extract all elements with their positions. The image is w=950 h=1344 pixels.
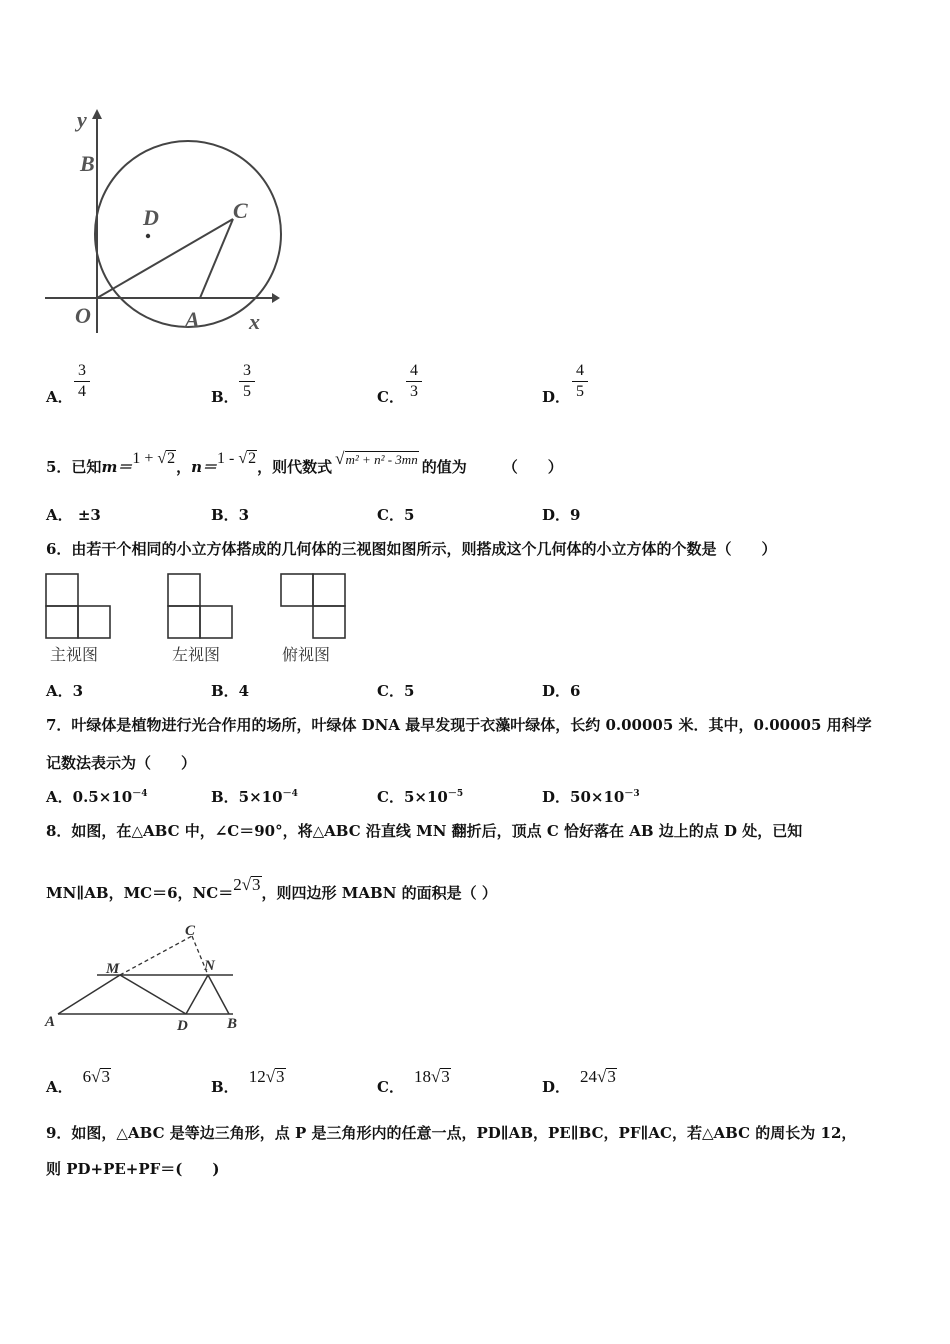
q4-option-d-letter: D．	[542, 388, 571, 406]
q4-option-c-fraction	[406, 362, 422, 401]
label-b: B	[80, 151, 95, 176]
q5-stem	[46, 449, 563, 477]
segment-mc-dashed	[120, 936, 192, 975]
q5-n-label: n＝	[191, 458, 218, 476]
q5-option-d: D．9	[542, 506, 581, 524]
q5-n-value: 1 - √2	[217, 450, 257, 467]
front-view	[46, 574, 110, 638]
q8-stem-line1: 8．如图，在△ABC 中，∠C＝90°，将△ABC 沿直线 MN 翻折后，顶点 C 恰好落在 AB 边上的点 D 处，已知	[46, 822, 803, 840]
segment-oc	[97, 219, 233, 298]
q7-option-b: B．$5\times 10^{-4}$	[211, 788, 298, 806]
numerator: 3	[243, 362, 251, 379]
caption-side-view: 左视图	[172, 645, 221, 664]
q5-prefix: 5．已知	[46, 458, 102, 476]
label-a: A	[185, 307, 200, 332]
numerator: 3	[78, 362, 86, 379]
q5-paren: （ ）	[502, 458, 563, 476]
q5-m-label: m＝	[101, 458, 133, 476]
q5-option-b: B．3	[211, 506, 250, 524]
q6-stem: 6．由若干个相同的小立方体搭成的几何体的三视图如图所示，则搭成这个几何体的小立方体的个数是（ ）	[46, 540, 777, 558]
q8-option-d: D．24√3	[542, 1067, 616, 1096]
label-b: B	[227, 1016, 238, 1032]
numerator: 4	[576, 362, 584, 379]
caption-front-view: 主视图	[50, 645, 99, 664]
segment-md	[120, 975, 186, 1014]
q5-option-a: A． ±3	[46, 506, 101, 524]
q8-nc-value: 2√3	[233, 875, 261, 894]
q4-circle-figure	[40, 105, 285, 340]
q4-option-c-letter: C．	[377, 388, 404, 406]
label-n: N	[204, 958, 215, 974]
segment-am	[58, 975, 120, 1014]
circle	[95, 141, 281, 327]
q6-option-d: D．6	[542, 682, 581, 700]
q9-stem-line1: 9．如图，△ABC 是等边三角形，点 P 是三角形内的任意一点，PD∥AB，PE∥BC，PF∥AC，若△ABC 的周长为 12，	[46, 1124, 857, 1142]
denominator: 3	[410, 383, 418, 400]
q7-option-c: C．$5\times 10^{-5}$	[377, 788, 464, 806]
side-view	[168, 574, 232, 638]
segment-dn	[186, 975, 208, 1014]
label-c: C	[185, 923, 196, 939]
q6-option-b: B．4	[211, 682, 250, 700]
q8-option-b: B．12√3	[211, 1067, 285, 1096]
q6-three-views-figure	[44, 572, 349, 664]
label-y: y	[77, 107, 87, 132]
point-d	[146, 234, 150, 238]
q5-radical: √m² + n² - 3mn	[335, 449, 418, 468]
q8-stem-line2: MN∥AB，MC＝6，NC＝2√3，则四边形 MABN 的面积是（ ）	[46, 875, 497, 902]
segment-nb	[208, 975, 229, 1014]
label-x: x	[249, 309, 260, 334]
label-m: M	[106, 961, 120, 977]
label-a: A	[45, 1014, 56, 1030]
q7-stem-line1: 7．叶绿体是植物进行光合作用的场所，叶绿体 DNA 最早发现于衣藻叶绿体，长约 0.00005 米．其中，0.00005 用科学	[46, 716, 872, 734]
q5-sep: ，	[176, 458, 192, 476]
label-d: D	[177, 1018, 188, 1034]
q6-option-c: C．5	[377, 682, 415, 700]
q4-option-d-fraction	[572, 362, 588, 401]
q5-option-c: C．5	[377, 506, 415, 524]
caption-top-view: 俯视图	[282, 645, 331, 664]
q9-stem-line2: 则 PD+PE+PF＝( )	[46, 1160, 220, 1178]
q6-option-a: A．3	[46, 682, 84, 700]
q7-stem-line2: 记数法表示为（ ）	[46, 754, 197, 772]
y-axis-arrow	[92, 109, 102, 119]
q4-option-b-fraction	[239, 362, 255, 401]
q8-triangle-figure	[40, 922, 250, 1034]
denominator: 5	[576, 383, 584, 400]
q4-option-a-letter: A．	[46, 388, 73, 406]
denominator: 4	[78, 383, 86, 400]
q5-suffix: 的值为	[421, 458, 467, 476]
label-d: D	[143, 205, 159, 230]
q5-mid: ，则代数式	[257, 458, 333, 476]
label-c: C	[233, 198, 248, 223]
top-view	[281, 574, 345, 638]
q8-option-a: A．6√3	[46, 1067, 110, 1096]
q4-option-b-letter: B．	[211, 388, 239, 406]
segment-ac	[200, 219, 233, 298]
q7-option-a: A．$0.5\times 10^{-4}$	[46, 788, 148, 806]
q4-option-a-fraction	[74, 362, 90, 401]
q8-option-c: C．18√3	[377, 1067, 450, 1096]
x-axis-arrow	[272, 293, 280, 303]
q7-option-d: D．$50\times 10^{-3}$	[542, 788, 640, 806]
q5-m-value: 1 + √2	[132, 450, 176, 467]
label-o: O	[75, 303, 91, 328]
denominator: 5	[243, 383, 251, 400]
numerator: 4	[410, 362, 418, 379]
